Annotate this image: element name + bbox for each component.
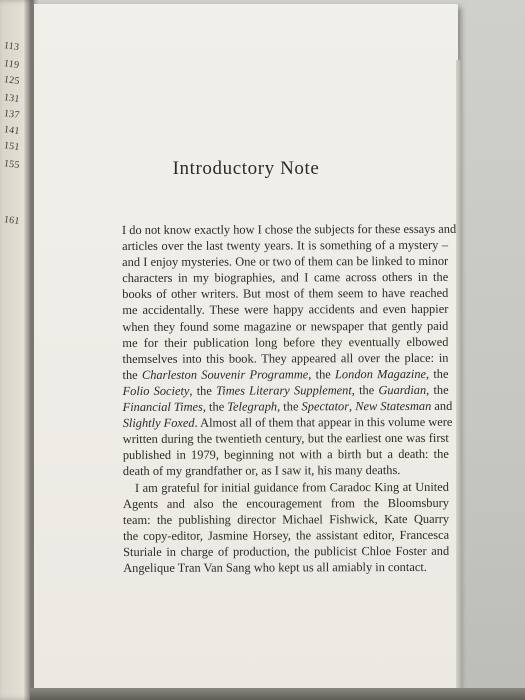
text-run: themselves into this book. They appeared all over the place: in [122, 350, 449, 366]
text-line [122, 221, 457, 238]
italic-title: London Magazine [334, 366, 427, 382]
text-run: and [431, 398, 453, 413]
italic-title: Telegraph [227, 399, 278, 414]
text-run: and I enjoy mysteries. One or two of them can be linked to minor [122, 254, 449, 270]
text-line [122, 414, 453, 431]
text-run: books of other writers. But most of them seem to have reached [122, 286, 449, 302]
text-run: the copy-editor, Jasmine Horsey, the assistant editor, Francesca [123, 527, 450, 543]
text-line [123, 527, 449, 544]
text-run: , the [426, 382, 449, 397]
text-run: , the [425, 366, 449, 381]
page-number: 131 [3, 92, 21, 106]
page-number: 119 [3, 58, 20, 72]
page-number: 137 [3, 108, 21, 122]
table-surface [30, 688, 525, 700]
text-line [122, 269, 448, 286]
text-line [122, 334, 448, 351]
text-line [122, 317, 448, 334]
text-line [122, 398, 453, 415]
text-run: , the [202, 399, 228, 414]
text-line [122, 253, 448, 270]
text-run: , the [189, 383, 217, 398]
text-line [123, 478, 449, 495]
page-stack-edge [456, 60, 462, 688]
text-line [123, 559, 449, 576]
page-number: 141 [3, 124, 21, 138]
text-run: when they found some magazine or newspaper that gently paid [122, 318, 449, 334]
page-number: 161 [3, 214, 21, 228]
italic-title: New Statesman [355, 398, 432, 414]
text-line [123, 430, 449, 447]
page-number: 151 [3, 140, 21, 154]
text-line [123, 446, 449, 463]
text-run: I do not know exactly how I chose the subjects for these essays and [122, 221, 457, 237]
text-run: articles over the last twenty years. It is something of a mystery – [122, 237, 449, 254]
italic-title: Folio Society [122, 383, 190, 398]
text-line [123, 543, 449, 560]
text-line [123, 382, 449, 399]
text-line [122, 350, 448, 367]
text-run: . Almost all of them that appear in this volume were [194, 414, 453, 430]
italic-title: Times Literary Supplement [216, 383, 352, 398]
text-run: characters in my biographies, and I came across others in the [122, 270, 449, 286]
italic-title: Financial Times [122, 399, 203, 415]
text-line [123, 366, 449, 383]
text-run: published in 1979, beginning not with a birth but a death: the [122, 447, 449, 463]
text-line [123, 511, 449, 528]
text-run: me for their publication long before they eventually elbowed [122, 334, 449, 350]
italic-title: Charleston Souvenir Programme [141, 367, 309, 382]
italic-title: Guardian [378, 382, 427, 398]
text-run: Sturiale in charge of production, the publicist Chloe Foster and [123, 543, 450, 559]
page-number: 155 [3, 158, 21, 172]
page-number: 113 [3, 40, 20, 54]
text-line [123, 494, 449, 511]
text-line [122, 285, 448, 302]
book-page [34, 4, 458, 688]
italic-title: Spectator [301, 399, 350, 414]
text-run: written during the twentieth century, but the earliest one was first [122, 431, 449, 447]
text-line [122, 237, 448, 254]
page-number: 125 [3, 74, 21, 88]
page-title: Introductory Note [172, 158, 320, 179]
text-run: , the [277, 399, 302, 414]
text-run: I am grateful for initial guidance from Caradoc King at United [134, 479, 449, 495]
text-run: Agents and also the encouragement from the Bloomsbury [122, 495, 450, 511]
text-run: , the [351, 383, 379, 398]
text-run: the [122, 367, 142, 382]
text-run: , [349, 399, 356, 414]
text-run: death of my grandfather or, as I saw it, his many deaths. [122, 463, 401, 479]
body-text [122, 221, 457, 576]
italic-title: Slightly Foxed [122, 415, 195, 431]
text-run: me accidentally. These were happy accidents and even happier [122, 302, 449, 318]
text-line [123, 462, 449, 479]
text-run: team: the publishing director Michael Fishwick, Kate Quarry [123, 511, 450, 527]
text-run: Angelique Tran Van Sang who kept us all amiably in contact. [123, 559, 427, 575]
text-line [122, 301, 448, 318]
text-run: , the [308, 367, 336, 382]
